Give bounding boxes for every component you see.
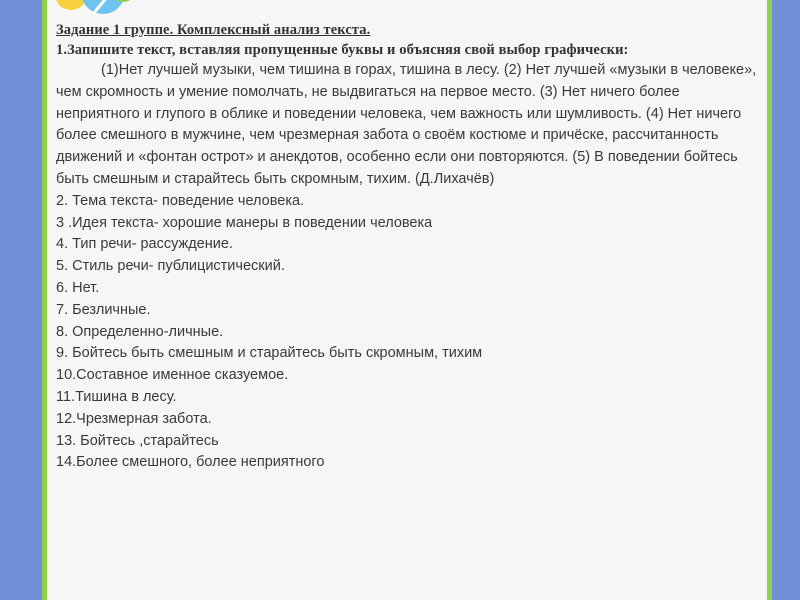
answers-list — [56, 191, 764, 474]
source-passage: (1)Нет лучшей музыки, чем тишина в горах, тишина в лесу. (2) Нет лучшей «музыки в человеке», чем скромность и умение помолчать, не выдвигаться на первое место. (3) Нет ничего более неприятного и глупого в облике и поведении человека, чем важность или шумливость. (4) Нет ничего более смешного в мужчине, чем чрезмерная забота о своём костюме и причёске, рассчитанность движений и «фонтан острот» и анекдотов, особенно если они повторяются. (5) В поведении бойтесь быть смешным и старайтесь быть скромным, тихим. (Д.Лихачёв) — [56, 62, 757, 187]
answer-item: 12.Чрезмерная забота. — [56, 410, 212, 427]
answer-item: 11.Тишина в лесу. — [56, 388, 177, 405]
task-title: Задание 1 группе. Комплексный анализ текста. — [56, 22, 371, 38]
task-header — [56, 20, 764, 60]
answer-item: 7. Безличные. — [56, 301, 151, 318]
answer-item: 14.Более смешного, более неприятного — [56, 454, 325, 471]
answer-item: 8. Определенно-личные. — [56, 323, 224, 340]
answer-item: 5. Стиль речи- публицистический. — [56, 258, 285, 275]
answer-item: 3 .Идея текста- хорошие манеры в поведении человека — [56, 214, 433, 231]
task-body — [56, 60, 764, 474]
right-side-band — [772, 0, 800, 600]
right-accent-line — [767, 0, 772, 600]
left-side-band — [0, 0, 42, 600]
answer-item: 6. Нет. — [56, 279, 100, 296]
answer-item: 4. Тип речи- рассуждение. — [56, 236, 233, 253]
answer-item: 9. Бойтесь быть смешным и старайтесь быть скромным, тихим — [56, 345, 483, 362]
document-content — [56, 20, 764, 474]
answer-item: 2. Тема текста- поведение человека. — [56, 192, 305, 209]
task-instruction: 1.Запишите текст, вставляя пропущенные буквы и объясняя свой выбор графически: — [56, 42, 629, 58]
answer-item: 10.Составное именное сказуемое. — [56, 367, 289, 384]
answer-item: 13. Бойтесь ,старайтесь — [56, 432, 219, 449]
